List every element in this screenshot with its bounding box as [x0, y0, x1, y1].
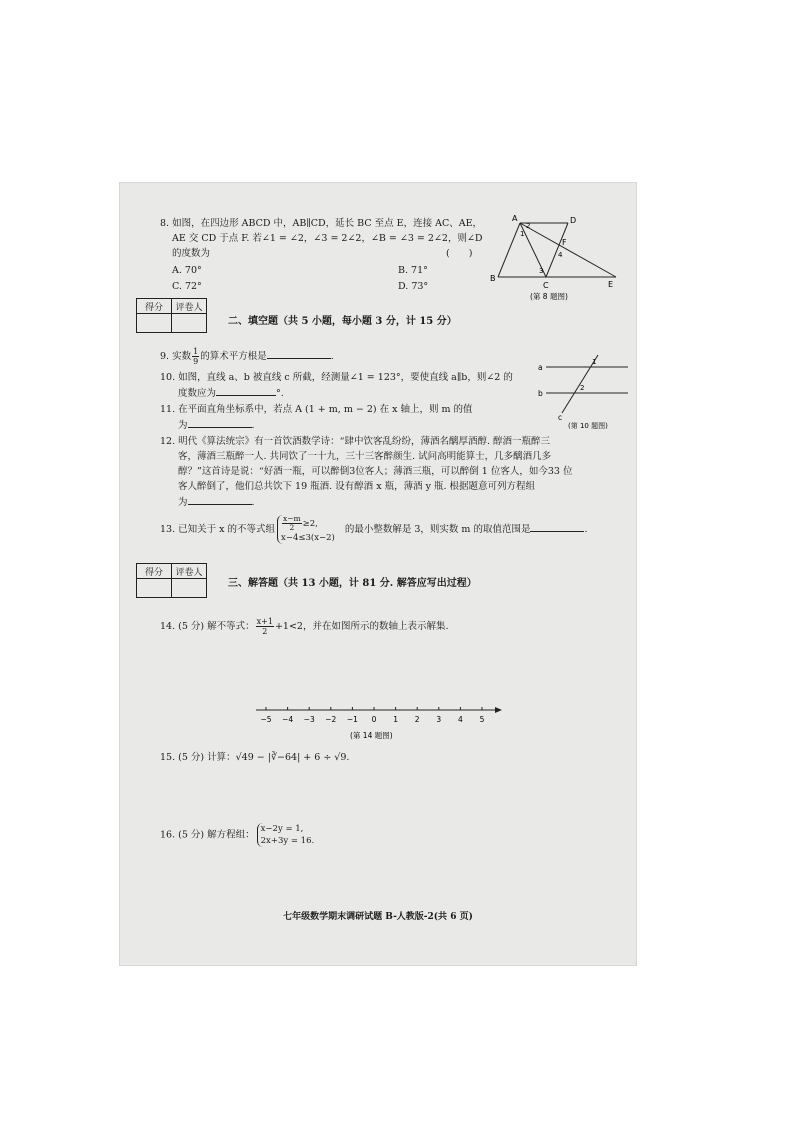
- number-line-tick-label: −2: [325, 715, 337, 724]
- q8-option-c: C. 72°: [172, 281, 202, 292]
- q14-number-line: [254, 701, 504, 741]
- score-header: 得分: [137, 299, 172, 314]
- number-line-tick-label: −5: [260, 715, 272, 724]
- fig14-caption: (第 14 题图): [350, 731, 393, 740]
- q12-line3: 醇？”这首诗是说：“好酒一瓶，可以醉倒3位客人；薄酒三瓶，可以醉倒 1 位客人，如今33 位: [178, 466, 573, 477]
- score-cell: [137, 314, 172, 333]
- q15-text: 15. (5 分) 计算：√49 − |∛−64| + 6 ÷ √9.: [160, 752, 350, 763]
- q8-option-b: B. 71°: [398, 265, 428, 276]
- q13-answer-blank: [530, 521, 584, 532]
- q13-ineq1: [281, 515, 335, 532]
- q9-end: .: [330, 351, 334, 362]
- q13-system: [277, 515, 335, 544]
- section3-title: 三、解答题（共 13 小题，计 81 分. 解答应写出过程）: [228, 578, 477, 589]
- score-cell: [137, 579, 172, 598]
- q13: [160, 515, 588, 544]
- q11-line1: 11. 在平面直角坐标系中，若点 A (1 + m, m − 2) 在 x 轴上，则 m 的值: [160, 404, 473, 415]
- page-footer: 七年级数学期末调研试题 B-人教版-2(共 6 页): [283, 912, 473, 922]
- q13-ineq1-den: 2: [289, 523, 295, 532]
- q9-post: 的算术平方根是: [200, 351, 267, 362]
- q14-frac-den: 2: [262, 627, 268, 636]
- q11-line2: [178, 417, 255, 433]
- fig10-label-b: b: [538, 389, 543, 398]
- q9: [160, 347, 334, 366]
- grader-cell: [172, 314, 207, 333]
- fig10-angle-2: 2: [580, 384, 585, 392]
- q16-pre: 16. (5 分) 解方程组：: [160, 829, 255, 841]
- number-line-tick-label: −3: [303, 715, 315, 724]
- fig8-angle-2: 2: [526, 222, 531, 230]
- grader-header: 评卷人: [172, 299, 207, 314]
- q9-frac-den: 9: [193, 357, 199, 366]
- q13-ineq1-rel: ≥2,: [302, 519, 318, 529]
- fig10-label-c: c: [558, 413, 563, 422]
- q8-answer-paren: ( ): [446, 248, 473, 259]
- q12-line5: [178, 494, 255, 510]
- q9-fraction: [192, 347, 199, 366]
- q14: [160, 617, 448, 636]
- q14-fraction: [256, 617, 274, 636]
- number-line-tick-label: 3: [436, 715, 442, 724]
- exam-page: [120, 183, 636, 965]
- fig8-caption: (第 8 题图): [530, 292, 568, 301]
- score-box-section3: [136, 563, 207, 598]
- number-line-tick-label: 1: [393, 715, 398, 724]
- grader-header: 评卷人: [172, 564, 207, 579]
- q8-figure: [490, 211, 620, 301]
- q8-option-d: D. 73°: [398, 281, 429, 292]
- q12-line2: 客，薄酒三瓶醉一人. 共同饮了一十九，三十三客醉颜生. 试问高明能算士，几多醨酒几多: [178, 451, 552, 462]
- fig10-caption: (第 10 题图): [568, 422, 608, 429]
- fig8-angle-3: 3: [539, 267, 544, 275]
- number-line-tick-label: 0: [371, 715, 377, 724]
- q11-answer-blank: [188, 417, 252, 428]
- q9-pre: 9. 实数: [160, 351, 192, 362]
- number-line-tick-label: 5: [479, 715, 485, 724]
- fig8-label-a: A: [512, 214, 518, 223]
- score-box-section2: [136, 298, 207, 333]
- q10-answer-blank: [216, 385, 276, 396]
- q9-answer-blank: [267, 348, 331, 359]
- fig8-label-f: F: [562, 238, 567, 247]
- q10-figure: [538, 353, 630, 429]
- q13-ineq2: x−4≤3(x−2): [281, 533, 335, 543]
- q10-line2: [178, 385, 284, 401]
- q13-ineq1-frac: [282, 515, 302, 532]
- q8-line1: 8. 如图，在四边形 ABCD 中，AB∥CD，延长 BC 至点 E，连接 AC、AE，: [160, 218, 483, 229]
- q16-eq1: x−2y = 1,: [260, 824, 304, 834]
- fig8-angle-4: 4: [558, 251, 563, 259]
- q14-pre: 14. (5 分) 解不等式：: [160, 621, 255, 632]
- q8-line2: AE 交 CD 于点 F. 若∠1 = ∠2，∠3 = 2∠2，∠B = ∠3 = 2∠2，则∠D: [172, 233, 483, 244]
- grader-cell: [172, 579, 207, 598]
- q12-line4: 客人醉倒了，他们总共饮下 19 瓶酒. 设有醇酒 x 瓶，薄酒 y 瓶. 根据题意可列方程组: [178, 481, 536, 492]
- q16: [160, 823, 316, 847]
- q8-option-a: A. 70°: [172, 265, 202, 276]
- number-line-tick-label: −1: [346, 715, 358, 724]
- q13-ineq1-num: x−m: [283, 514, 301, 523]
- fig8-label-c: C: [543, 281, 549, 290]
- score-header: 得分: [137, 564, 172, 579]
- q12-answer-blank: [188, 494, 252, 505]
- q10-line1: 10. 如图，直线 a、b 被直线 c 所截，经测量∠1 = 123°，要使直线 a∥b，则∠2 的: [160, 372, 513, 383]
- section2-title: 二、填空题（共 5 小题，每小题 3 分，计 15 分）: [228, 316, 457, 327]
- q9-frac-num: 1: [193, 347, 199, 356]
- number-line-tick-label: −4: [282, 715, 294, 724]
- fig8-label-e: E: [608, 280, 614, 289]
- number-line-tick-label: 2: [414, 715, 420, 724]
- q10-line2-text: 度数应为: [178, 388, 217, 399]
- q12-end: .: [251, 497, 255, 508]
- number-line-arrow: [495, 707, 502, 713]
- q11-end: .: [251, 420, 255, 431]
- q12-line5-text: 为: [178, 497, 188, 508]
- fig8-label-b: B: [490, 274, 496, 283]
- q14-post: +1<2，并在如图所示的数轴上表示解集.: [274, 621, 449, 632]
- fig10-label-a: a: [538, 363, 543, 372]
- q13-pre: 13. 已知关于 x 的不等式组: [160, 524, 276, 535]
- q13-post: 的最小整数解是 3，则实数 m 的取值范围是: [344, 524, 531, 535]
- number-line-tick-label: 4: [458, 715, 463, 724]
- q10-end: °.: [276, 388, 284, 399]
- fig10-angle-1: 1: [592, 358, 597, 366]
- q13-end: .: [584, 524, 588, 535]
- q11-line2-text: 为: [178, 420, 188, 431]
- q16-eq2: 2x+3y = 16.: [260, 836, 315, 846]
- q12-line1: 12. 明代《算法统宗》有一首饮酒数学诗：“肆中饮客乱纷纷，薄酒名醨厚酒醇. 醇酒一瓶醉三: [160, 436, 551, 447]
- fig8-angle-1: 1: [520, 230, 525, 238]
- q16-system: [257, 823, 315, 847]
- q8-line3: 的度数为: [172, 248, 211, 259]
- fig8-label-d: D: [570, 216, 577, 225]
- q14-frac-num: x+1: [256, 617, 273, 626]
